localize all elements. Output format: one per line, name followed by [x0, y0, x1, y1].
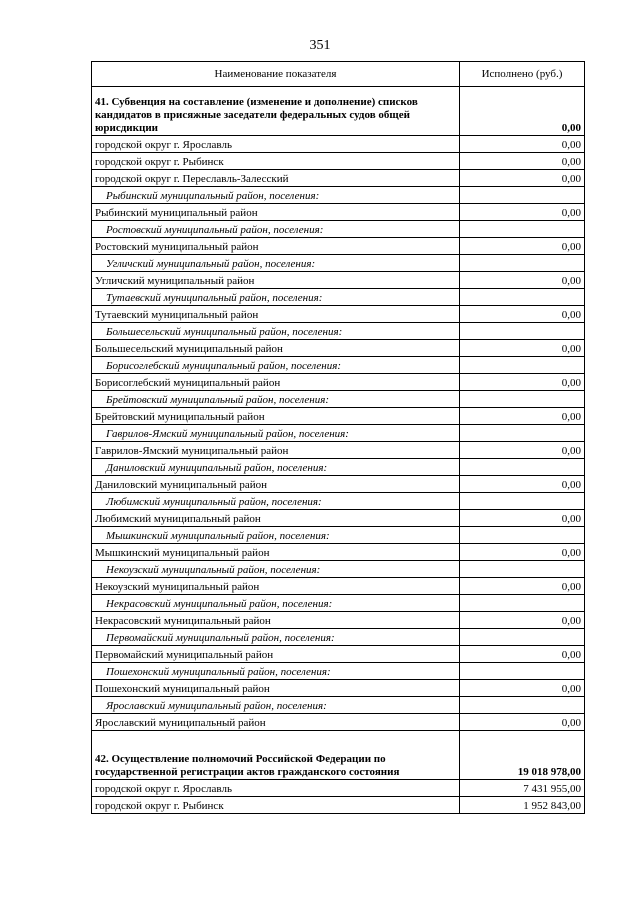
row-value: 0,00	[460, 306, 585, 323]
row-label: Первомайский муниципальный район, поселения:	[92, 629, 460, 646]
row-value: 0,00	[460, 544, 585, 561]
row-label: городской округ г. Ярославль	[92, 136, 460, 153]
report-table	[91, 61, 585, 814]
table-row	[92, 340, 585, 357]
subheading-row	[92, 493, 585, 510]
table-row	[92, 136, 585, 153]
row-value: 0,00	[460, 408, 585, 425]
row-value: 0,00	[460, 510, 585, 527]
row-value: 0,00	[460, 238, 585, 255]
table-row	[92, 612, 585, 629]
row-value: 0,00	[460, 578, 585, 595]
row-label: Тутаевский муниципальный район	[92, 306, 460, 323]
subheading-row	[92, 663, 585, 680]
subheading-row	[92, 357, 585, 374]
table-row	[92, 374, 585, 391]
row-label: Брейтовский муниципальный район, поселения:	[92, 391, 460, 408]
row-label: Угличский муниципальный район, поселения:	[92, 255, 460, 272]
row-label: Даниловский муниципальный район, поселения:	[92, 459, 460, 476]
table-row	[92, 797, 585, 814]
row-label: Борисоглебский муниципальный район	[92, 374, 460, 391]
row-label: городской округ г. Ярославль	[92, 780, 460, 797]
table-row	[92, 408, 585, 425]
row-value	[460, 595, 585, 612]
subheading-row	[92, 459, 585, 476]
row-value: 0,00	[460, 442, 585, 459]
section-row	[92, 87, 585, 136]
row-label: Любимский муниципальный район, поселения:	[92, 493, 460, 510]
row-value: 0,00	[460, 153, 585, 170]
table-row	[92, 170, 585, 187]
row-label: Ростовский муниципальный район, поселения:	[92, 221, 460, 238]
row-value	[460, 561, 585, 578]
row-label: Большесельский муниципальный район	[92, 340, 460, 357]
table-row	[92, 153, 585, 170]
row-value: 0,00	[460, 374, 585, 391]
row-label: Даниловский муниципальный район	[92, 476, 460, 493]
row-label: Ростовский муниципальный район	[92, 238, 460, 255]
row-label: Пошехонский муниципальный район, поселения:	[92, 663, 460, 680]
row-label: Угличский муниципальный район	[92, 272, 460, 289]
row-label: Ярославский муниципальный район	[92, 714, 460, 731]
subheading-row	[92, 187, 585, 204]
row-value	[460, 289, 585, 306]
row-value	[460, 255, 585, 272]
row-label: городской округ г. Рыбинск	[92, 797, 460, 814]
row-value	[460, 629, 585, 646]
subheading-row	[92, 255, 585, 272]
subheading-row	[92, 425, 585, 442]
header-value-column: Исполнено (руб.)	[460, 62, 585, 87]
row-value: 0,00	[460, 340, 585, 357]
row-label: Мышкинский муниципальный район, поселения:	[92, 527, 460, 544]
table-row	[92, 680, 585, 697]
row-value	[460, 663, 585, 680]
row-label: Мышкинский муниципальный район	[92, 544, 460, 561]
table-row	[92, 780, 585, 797]
row-value	[460, 187, 585, 204]
row-value	[460, 527, 585, 544]
row-label: Большесельский муниципальный район, поселения:	[92, 323, 460, 340]
section-row	[92, 731, 585, 780]
row-value: 0,00	[460, 476, 585, 493]
row-label: Тутаевский муниципальный район, поселения:	[92, 289, 460, 306]
row-label: Гаврилов-Ямский муниципальный район	[92, 442, 460, 459]
row-value: 0,00	[460, 714, 585, 731]
subheading-row	[92, 527, 585, 544]
page-number: 351	[309, 38, 331, 53]
subheading-row	[92, 323, 585, 340]
row-label: городской округ г. Переславль-Залесский	[92, 170, 460, 187]
row-value	[460, 221, 585, 238]
table-row	[92, 442, 585, 459]
row-label: Некрасовский муниципальный район, поселения:	[92, 595, 460, 612]
row-value: 0,00	[460, 87, 585, 136]
table-row	[92, 238, 585, 255]
row-value: 0,00	[460, 680, 585, 697]
table-row	[92, 510, 585, 527]
row-label: 42. Осуществление полномочий Российской Федерации по государственной регистрации актов гражданского состояния	[92, 731, 460, 780]
row-value: 0,00	[460, 612, 585, 629]
table-row	[92, 544, 585, 561]
subheading-row	[92, 629, 585, 646]
row-value: 19 018 978,00	[460, 731, 585, 780]
table-row	[92, 476, 585, 493]
row-value: 7 431 955,00	[460, 780, 585, 797]
row-label: Некоузский муниципальный район	[92, 578, 460, 595]
row-value: 0,00	[460, 170, 585, 187]
row-value	[460, 425, 585, 442]
row-value	[460, 493, 585, 510]
row-value: 0,00	[460, 272, 585, 289]
row-value	[460, 357, 585, 374]
subheading-row	[92, 391, 585, 408]
subheading-row	[92, 221, 585, 238]
table-row	[92, 714, 585, 731]
table-row	[92, 646, 585, 663]
row-label: Брейтовский муниципальный район	[92, 408, 460, 425]
table-row	[92, 204, 585, 221]
row-label: Некоузский муниципальный район, поселения:	[92, 561, 460, 578]
table-row	[92, 578, 585, 595]
row-value: 0,00	[460, 136, 585, 153]
row-label: Пошехонский муниципальный район	[92, 680, 460, 697]
header-name-column: Наименование показателя	[92, 62, 460, 87]
row-label: городской округ г. Рыбинск	[92, 153, 460, 170]
row-value	[460, 697, 585, 714]
row-label: Первомайский муниципальный район	[92, 646, 460, 663]
row-value	[460, 391, 585, 408]
row-label: Борисоглебский муниципальный район, поселения:	[92, 357, 460, 374]
row-label: Рыбинский муниципальный район, поселения:	[92, 187, 460, 204]
row-label: Гаврилов-Ямский муниципальный район, поселения:	[92, 425, 460, 442]
row-label: Некрасовский муниципальный район	[92, 612, 460, 629]
table-row	[92, 306, 585, 323]
row-value	[460, 323, 585, 340]
subheading-row	[92, 697, 585, 714]
row-label: 41. Субвенция на составление (изменение и дополнение) списков кандидатов в присяжные заседатели федеральных судов общей юрисдикции	[92, 87, 460, 136]
row-value: 0,00	[460, 204, 585, 221]
subheading-row	[92, 289, 585, 306]
row-value	[460, 459, 585, 476]
row-label: Любимский муниципальный район	[92, 510, 460, 527]
subheading-row	[92, 561, 585, 578]
row-label: Рыбинский муниципальный район	[92, 204, 460, 221]
table-body	[92, 87, 585, 814]
subheading-row	[92, 595, 585, 612]
row-label: Ярославский муниципальный район, поселения:	[92, 697, 460, 714]
row-value: 0,00	[460, 646, 585, 663]
row-value: 1 952 843,00	[460, 797, 585, 814]
table-row	[92, 272, 585, 289]
table-header-row	[92, 62, 585, 87]
